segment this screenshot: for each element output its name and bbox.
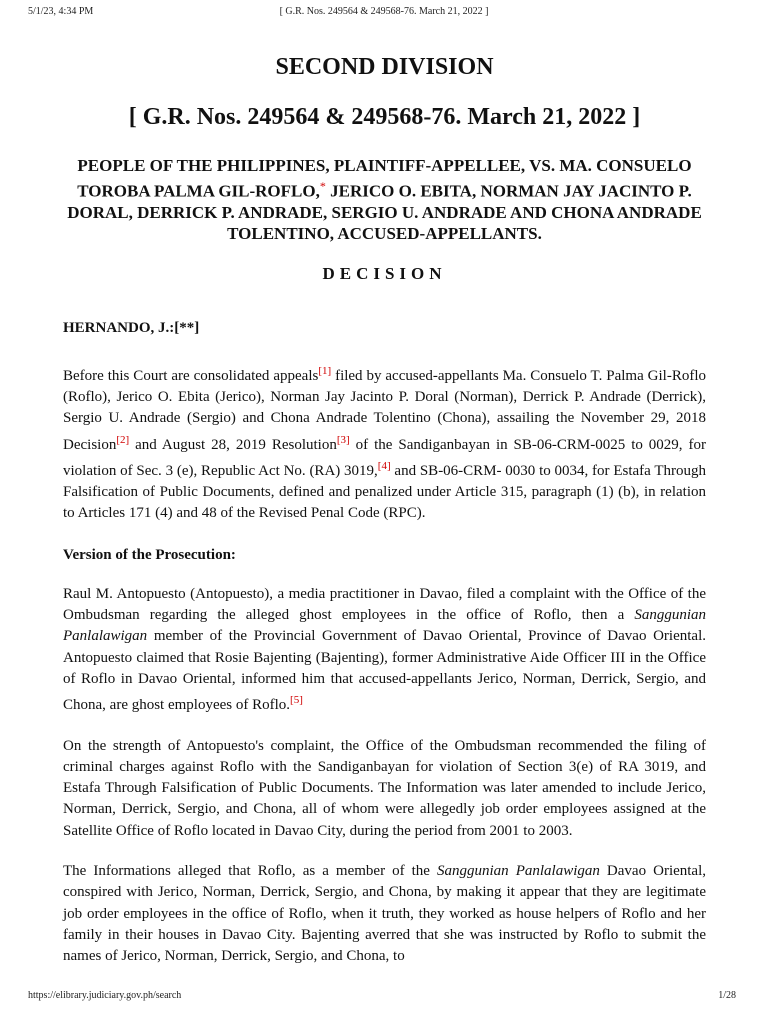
page-number: 1/28	[718, 990, 736, 1001]
p4-text: Davao Oriental, conspired with Jerico, Norman, Derrick, Sergio, and Chona, by making it appear that they are legitimate job order employees in the office of Roflo, when it truth, they worked as house helpers of Roflo and her family in their houses in Davao City. Bajenting averred that she was instructed by Roflo to submit the names of Jerico, Norman, Derrick, Sergio, and Chona, to	[63, 863, 707, 965]
p1-text: and SB-06-CRM- 0030 to 0034, for Estafa Through Falsification of Public Documents, defined and penalized under Article 315, paragraph (1) (b), in relation to Articles 171 (4) and 48 of the Revised Penal Code (RPC).	[63, 462, 706, 522]
footnote-5-link[interactable]: [5]	[290, 694, 303, 707]
paragraph-2	[63, 584, 706, 717]
footnote-4-link[interactable]: [4]	[377, 459, 391, 472]
paragraph-1	[63, 361, 706, 525]
footnote-3-link[interactable]: [3]	[336, 433, 350, 446]
parties-text-1: PEOPLE OF THE PHILIPPINES, PLAINTIFF-APPELLEE, VS. MA. CONSUELO TOROBA PALMA GIL-ROFLO,	[77, 156, 692, 201]
p2-text: member of the Provincial Government of Davao Oriental, Province of Davao Oriental. Antopuesto claimed that Rosie Bajenting (Bajenting), former Administrative Aide Officer III in the Office of Roflo in Davao Oriental, informed him that accused-appellants Jerico, Norman, Derrick, Sergio, and Chona, are ghost employees of Roflo.	[63, 628, 706, 714]
p1-text: Before this Court are consolidated appeals	[63, 367, 319, 384]
paragraph-3: On the strength of Antopuesto's complaint, the Office of the Ombudsman recommended the filing of criminal charges against Roflo with the Sandiganbayan for violation of Section 3(e) of RA 3019, and Estafa Through Falsification of Public Documents. The Information was later amended to include Jerico, Norman, Derrick, Sergio, and Chona, all of whom were allegedly job order employees assigned at the Satellite Office of Roflo located in Davao City, during the period from 2001 to 2003.	[63, 737, 706, 839]
paragraph-4	[63, 861, 706, 967]
print-url: https://elibrary.judiciary.gov.ph/search	[28, 990, 182, 1001]
footnote-star-link[interactable]: *	[319, 179, 326, 193]
footnote-2-link[interactable]: [2]	[116, 433, 130, 446]
document-body	[63, 50, 706, 967]
p1-text: and August 28, 2019 Resolution	[129, 436, 337, 453]
print-datetime: 5/1/23, 4:34 PM	[28, 6, 94, 17]
p2-italic: Sanggunian Panlalawigan	[63, 607, 706, 645]
footnote-1-link[interactable]: [1]	[318, 364, 332, 377]
parties-text-2: JERICO O. EBITA, NORMAN JAY JACINTO P. DORAL, DERRICK P. ANDRADE, SERGIO U. ANDRADE AND CHONA ANDRADE TOLENTINO, ACCUSED-APPELLANTS.	[67, 181, 702, 243]
print-footer	[0, 990, 768, 1004]
p4-text: The Informations alleged that Roflo, as a member of the	[63, 863, 438, 879]
print-header	[0, 6, 768, 20]
ponente: HERNANDO, J.:[**]	[63, 319, 200, 336]
p1-text: of the Sandiganbayan in SB-06-CRM-0025 to 0029, for violation of Sec. 3 (e), Republic Act No. (RA) 3019,	[63, 436, 707, 479]
p1-text: filed by accused-appellants Ma. Consuelo T. Palma Gil-Roflo (Roflo), Jerico O. Ebita (Jerico), Norman Jay Jacinto P. Doral (Norman), Derrick P. Andrade (Derrick), Sergio U. Andrade (Sergio) and Chona Andrade Tolentino (Chona), assailing the November 29, 2018 Decision	[63, 367, 706, 453]
p2-text: Raul M. Antopuesto (Antopuesto), a media practitioner in Davao, filed a complaint with the Office of the Ombudsman regarding the alleged ghost employees in the office of Roflo, then a	[63, 585, 706, 624]
decision-title: DECISION	[322, 263, 447, 283]
case-number-heading: [ G.R. Nos. 249564 & 249568-76. March 21, 2022 ]	[128, 104, 641, 130]
p4-italic: Sanggunian Panlalawigan	[437, 863, 600, 879]
division-heading: SECOND DIVISION	[275, 54, 494, 80]
print-doc-title: [ G.R. Nos. 249564 & 249568-76. March 21, 2022 ]	[279, 6, 489, 17]
case-parties	[63, 155, 706, 244]
section-heading-prosecution: Version of the Prosecution:	[63, 546, 236, 563]
